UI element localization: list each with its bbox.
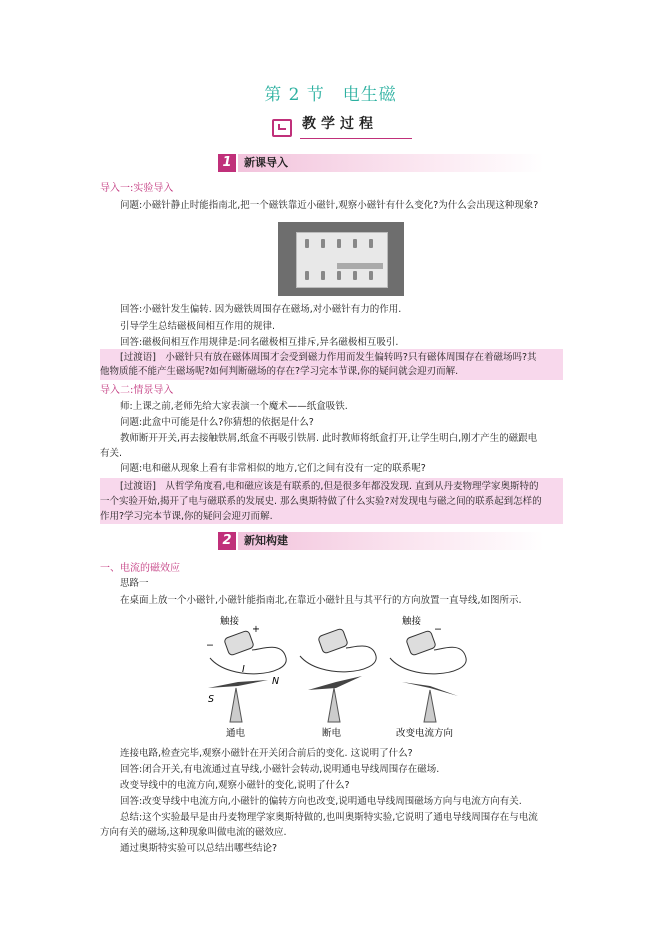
header-underline	[300, 138, 412, 139]
battery	[224, 630, 255, 656]
oersted-experiment-diagram	[190, 610, 490, 740]
intro2-line3a: 教师断开开关,再去接触铁屑,纸盒不再吸引铁屑. 此时教师将纸盒打开,让学生明白,刚才产生的磁跟电	[120, 433, 538, 444]
intro2-line3b: 有关.	[100, 448, 123, 459]
panel-reversed	[390, 615, 466, 739]
intro1-heading: 导入一:实验导入	[100, 183, 174, 194]
intro2-heading: 导入二:情景导入	[100, 385, 174, 396]
bar-magnet	[337, 263, 383, 269]
section-label: 新知构建	[238, 532, 544, 550]
intro1-transition-box	[100, 349, 563, 380]
label-plus: +	[252, 624, 260, 635]
intro1-transition-line2: 他物质能不能产生磁场呢?如何判断磁场的存在?学习完本节课,你的疑问就会迎刃而解.	[100, 366, 459, 377]
intro2-transition-box	[100, 478, 563, 524]
battery	[406, 630, 437, 656]
section-number: 1	[218, 154, 236, 172]
label-touch-3: 触接	[402, 616, 422, 627]
intro2-line1: 师:上课之前,老师先给大家表演一个魔术——纸盒吸铁.	[120, 401, 348, 412]
needle-stand	[328, 688, 340, 722]
intro1-question: 问题:小磁针静止时能指南北,把一个磁铁靠近小磁针,观察小磁针有什么变化?为什么会出现这种现象?	[120, 200, 539, 211]
section-number: 2	[218, 532, 236, 550]
label-minus-1: −	[206, 640, 214, 651]
part1-heading: 一、电流的磁效应	[100, 563, 180, 574]
label-n: N	[272, 676, 280, 687]
part1-idea: 思路一	[120, 578, 149, 589]
page-title: 第 2 节 电生磁	[264, 85, 397, 105]
part1-q1: 连接电路,检查完毕,观察小磁针在开关闭合前后的变化. 这说明了什么?	[120, 748, 413, 759]
label-minus-3: −	[434, 624, 442, 635]
intro1-answer1: 回答:小磁针发生偏转. 因为磁铁周围存在磁场,对小磁针有力的作用.	[120, 304, 402, 315]
wire-loop	[300, 646, 376, 672]
part1-setup: 在桌面上放一个小磁针,小磁针能指南北,在靠近小磁针且与其平行的方向放置一直导线,如图所示.	[120, 595, 522, 606]
part1-q2: 改变导线中的电流方向,观察小磁针的变化,说明了什么?	[120, 780, 350, 791]
intro1-answer2: 回答:磁极间相互作用规律是:同名磁极相互排斥,异名磁极相互吸引.	[120, 337, 399, 348]
part1-q3: 通过奥斯特实验可以总结出哪些结论?	[120, 843, 278, 854]
compass-needle	[208, 680, 268, 688]
part1-a1: 回答:闭合开关,有电流通过直导线,小磁针会转动,说明通电导线周围存在磁场.	[120, 764, 440, 775]
caption-on: 通电	[226, 728, 246, 739]
label-s: S	[208, 694, 215, 705]
part1-summary-1: 总结:这个实验最早是由丹麦物理学家奥斯特做的,也叫奥斯特实验,它说明了通电导线周围存在与电流	[120, 812, 538, 823]
compass-needle	[308, 676, 362, 690]
intro2-transition-line1: [过渡语] 从哲学角度看,电和磁应该是有联系的,但是很多年都没发现. 直到从丹麦物理学家奥斯特的	[120, 481, 539, 492]
caption-reversed: 改变电流方向	[396, 728, 454, 739]
needle-stand	[424, 690, 436, 722]
teaching-process-header	[272, 117, 412, 137]
intro2-line4: 问题:电和磁从现象上看有非常相似的地方,它们之间有没有一定的联系呢?	[120, 463, 426, 474]
label-touch-1: 触接	[220, 616, 240, 627]
magnet-needle-photo	[278, 222, 404, 296]
panel-on	[206, 615, 286, 739]
wire-loop	[390, 647, 466, 674]
intro1-transition-line1: [过渡语] 小磁针只有放在磁体周围才会受到磁力作用而发生偏转吗?只有磁体周围存在着磁场吗?其	[120, 352, 537, 363]
part1-summary-2: 方向有关的磁场,这种现象叫做电流的磁效应.	[100, 827, 287, 838]
caption-off: 断电	[322, 728, 342, 739]
board	[296, 232, 388, 288]
needle-stand	[230, 688, 242, 722]
teaching-process-label: 教学过程	[302, 116, 378, 132]
wire-loop	[210, 647, 286, 674]
intro2-transition-line2: 一个实验开始,揭开了电与磁联系的发展史. 那么奥斯特做了什么实验?对发现电与磁之间的联系起到怎样的	[100, 496, 542, 507]
panel-off	[300, 628, 376, 739]
section-label: 新课导入	[238, 154, 544, 172]
label-current: I	[242, 664, 245, 675]
battery	[318, 628, 349, 654]
part1-a2: 回答:改变导线中电流方向,小磁针的偏转方向也改变,说明通电导线周围磁场方向与电流方向有关.	[120, 796, 522, 807]
intro1-guide: 引导学生总结磁极间相互作用的规律.	[120, 321, 276, 332]
intro2-transition-line3: 作用?学习完本节课,你的疑问会迎刃而解.	[100, 511, 273, 522]
intro2-line2: 问题:此盒中可能是什么?你猜想的依据是什么?	[120, 417, 314, 428]
monitor-icon	[272, 119, 292, 137]
